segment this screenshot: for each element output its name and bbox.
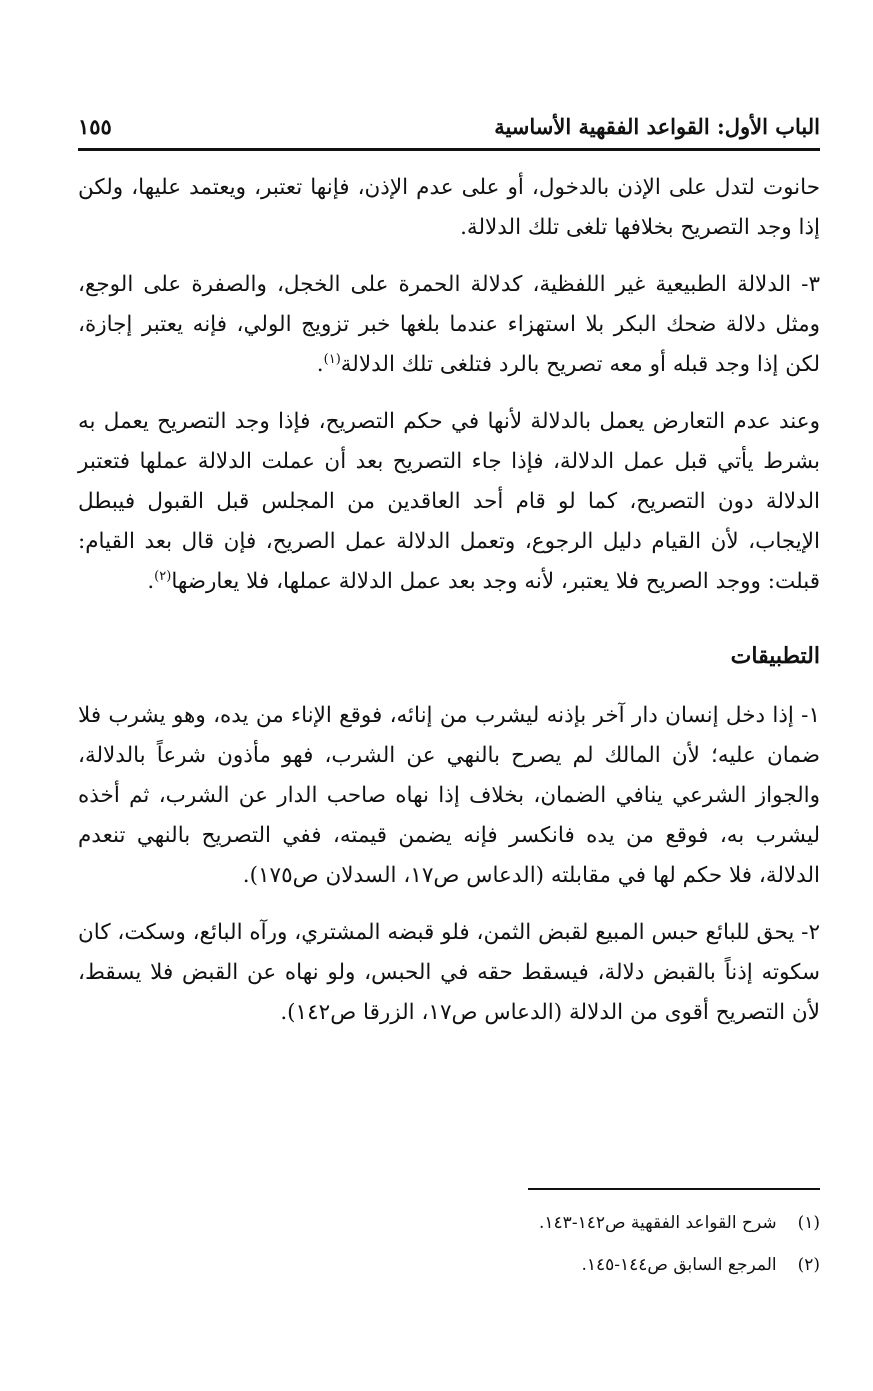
paragraph-text: حانوت لتدل على الإذن بالدخول، أو على عدم الإذن، فإنها تعتبر، ويعتمد عليها، ولكن إذا وجد التصريح بخلافها تلغى تلك الدلالة. — [78, 175, 821, 240]
chapter-title: الباب الأول: القواعد الفقهية الأساسية — [494, 114, 820, 139]
page-number: ١٥٥ — [78, 114, 112, 139]
footnote-text: شرح القواعد الفقهية ص١٤٢-١٤٣. — [539, 1213, 777, 1233]
section-heading: التطبيقات — [730, 643, 820, 669]
application-item — [78, 913, 820, 1033]
paragraph — [78, 265, 820, 385]
application-text: ١- إذا دخل إنسان دار آخر بإذنه ليشرب من إنائه، فوقع الإناء من يده، وهو يشرب فلا ضمان عليه؛ لأن المالك لم يصرح بالنهي عن الشرب، فهو مأذون شرعاً بالدلالة، والجواز الشرعي ينافي الضمان، بخلاف إذا نهاه صاحب الدار عن الشرب، ثم أخذه ليشرب به، فوقع من يده فانكسر فإنه يضمن قيمته، ففي التصريح بالنهي تنعدم الدلالة، فلا حكم لها في مقابلته (الدعاس ص١٧، السدلان ص١٧٥). — [78, 703, 820, 888]
footnote-mark: (١) — [797, 1213, 820, 1233]
paragraph — [78, 168, 820, 248]
paragraph-text: وعند عدم التعارض يعمل بالدلالة لأنها في حكم التصريح، فإذا وجد التصريح يعمل به بشرط يأتي قبل عمل الدلالة، فإذا جاء التصريح بعد أن عملت الدلالة عملها فتعتبر الدلالة دون التصريح، كما لو قام أحد العاقدين من المجلس قبل القبول فيبطل الإيجاب، لأن القيام دليل الرجوع، وتعمل الدلالة عمل الصريح، فإن قال بعد القيام: قبلت: ووجد الصريح فلا يعتبر، لأنه وجد بعد عمل الدلالة عملها، فلا يعارضها — [78, 409, 820, 594]
page-body — [78, 168, 820, 1050]
footnote-ref[interactable]: (١) — [323, 351, 341, 367]
footnote-divider — [528, 1188, 820, 1190]
sentence-end: . — [147, 569, 155, 594]
application-item — [78, 696, 820, 896]
header-divider — [78, 148, 820, 151]
running-header — [78, 110, 820, 150]
footnote-mark: (٢) — [797, 1255, 820, 1275]
footnote — [78, 1202, 820, 1244]
application-text: ٢- يحق للبائع حبس المبيع لقبض الثمن، فلو قبضه المشتري، ورآه البائع، وسكت، كان سكوته إذناً بالقبض دلالة، فيسقط حقه في الحبس، ولو نهاه عن القبض فلا يسقط، لأن التصريح أقوى من الدلالة (الدعاس ص١٧، الزرقا ص١٤٢). — [78, 920, 820, 1025]
footnotes — [78, 1202, 820, 1286]
sentence-end: . — [316, 352, 324, 377]
footnote-text: المرجع السابق ص١٤٤-١٤٥. — [581, 1255, 777, 1275]
paragraph — [78, 402, 820, 602]
footnote — [78, 1244, 820, 1286]
footnote-ref[interactable]: (٢) — [154, 568, 172, 584]
paragraph-text: ٣- الدلالة الطبيعية غير اللفظية، كدلالة الحمرة على الخجل، والصفرة على الوجع، ومثل دلالة ضحك البكر بلا استهزاء عندما بلغها خبر تزويج الولي، فإنه يعتبر إجازة، لكن إذا وجد قبله أو معه تصريح بالرد فتلغى تلك الدلالة — [78, 272, 820, 377]
